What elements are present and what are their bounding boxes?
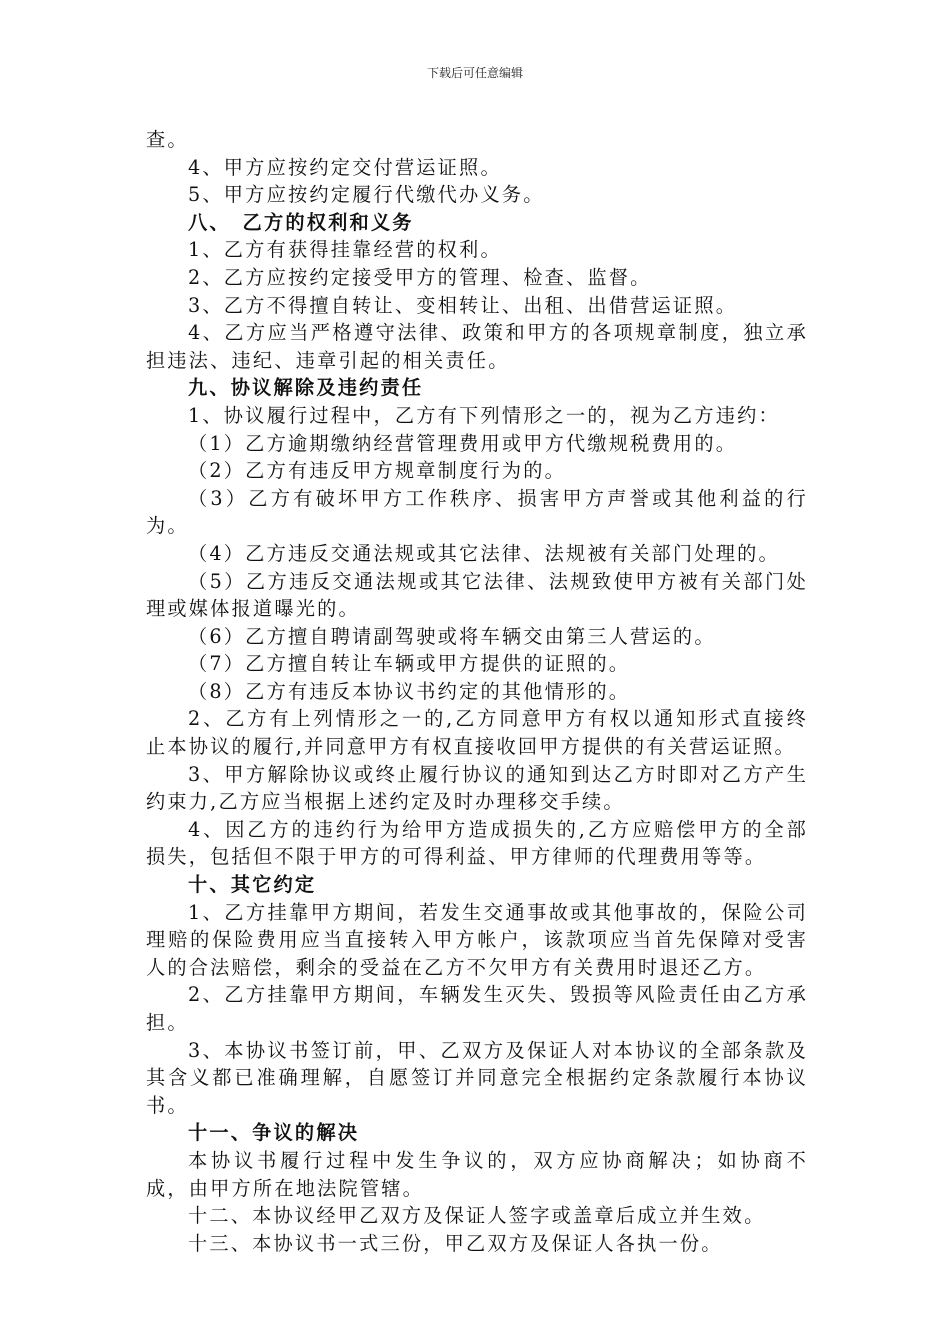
paragraph: 1、乙方挂靠甲方期间，若发生交通事故或其他事故的，保险公司理赔的保险费用应当直接转入甲方帐户，该款项应当首先保障对受害人的合法赔偿，剩余的受益在乙方不欠甲方有关费用时退还乙方。 — [146, 900, 808, 979]
paragraph: 本协议书履行过程中发生争议的，双方应协商解决；如协商不成，由甲方所在地法院管辖。 — [146, 1148, 808, 1200]
section-heading: 十、其它约定 — [188, 873, 317, 897]
paragraph: （1）乙方逾期缴纳经营管理费用或甲方代缴规税费用的。 — [188, 431, 738, 455]
paragraph: （4）乙方违反交通法规或其它法律、法规被有关部门处理的。 — [188, 541, 780, 565]
paragraph: （7）乙方擅自转让车辆或甲方提供的证照的。 — [188, 652, 631, 676]
paragraph: 3、乙方不得擅自转让、变相转让、出租、出借营运证照。 — [188, 293, 738, 317]
section-heading: 八、 乙方的权利和义务 — [188, 210, 414, 234]
paragraph: 十三、本协议书一式三份，甲乙双方及保证人各执一份。 — [188, 1231, 723, 1255]
paragraph: 2、乙方挂靠甲方期间，车辆发生灭失、毁损等风险责任由乙方承担。 — [146, 983, 808, 1034]
paragraph: 4、乙方应当严格遵守法律、政策和甲方的各项规章制度，独立承担违法、违纪、违章引起的相关责任。 — [146, 321, 808, 372]
paragraph: 1、协议履行过程中，乙方有下列情形之一的，视为乙方违约： — [188, 403, 780, 427]
paragraph: （5）乙方违反交通法规或其它法律、法规致使甲方被有关部门处理或媒体报道曝光的。 — [146, 569, 808, 621]
paragraph: 查。 — [146, 128, 189, 151]
paragraph: 4、因乙方的违约行为给甲方造成损失的,乙方应赔偿甲方的全部损失，包括但不限于甲方的可得利益、甲方律师的代理费用等等。 — [146, 817, 808, 869]
paragraph: （8）乙方有违反本协议书约定的其他情形的。 — [188, 679, 631, 703]
paragraph: 1、乙方有获得挂靠经营的权利。 — [188, 238, 502, 262]
paragraph: 4、甲方应按约定交付营运证照。 — [188, 155, 502, 179]
document-body — [146, 126, 808, 1257]
paragraph: 5、甲方应按约定履行代缴代办义务。 — [188, 183, 545, 207]
paragraph: （3）乙方有破坏甲方工作秩序、损害甲方声誉或其他利益的行为。 — [146, 486, 808, 538]
paragraph: 2、乙方有上列情形之一的,乙方同意甲方有权以通知形式直接终止本协议的履行,并同意甲方有权直接收回甲方提供的有关营运证照。 — [146, 707, 808, 759]
section-heading: 九、协议解除及违约责任 — [188, 376, 424, 400]
paragraph: （2）乙方有违反甲方规章制度行为的。 — [188, 459, 566, 483]
page-header: 下载后可任意编辑 — [426, 66, 523, 80]
paragraph: 3、甲方解除协议或终止履行协议的通知到达乙方时即对乙方产生约束力,乙方应当根据上述约定及时办理移交手续。 — [146, 762, 808, 814]
paragraph: （6）乙方擅自聘请副驾驶或将车辆交由第三人营运的。 — [188, 624, 716, 648]
paragraph: 2、乙方应按约定接受甲方的管理、检查、监督。 — [188, 265, 652, 289]
section-heading: 十一、争议的解决 — [188, 1121, 360, 1145]
paragraph: 十二、本协议经甲乙双方及保证人签字或盖章后成立并生效。 — [188, 1204, 766, 1228]
paragraph: 3、本协议书签订前，甲、乙双方及保证人对本协议的全部条款及其含义都已准确理解，自愿签订并同意完全根据约定条款履行本协议书。 — [146, 1038, 808, 1117]
